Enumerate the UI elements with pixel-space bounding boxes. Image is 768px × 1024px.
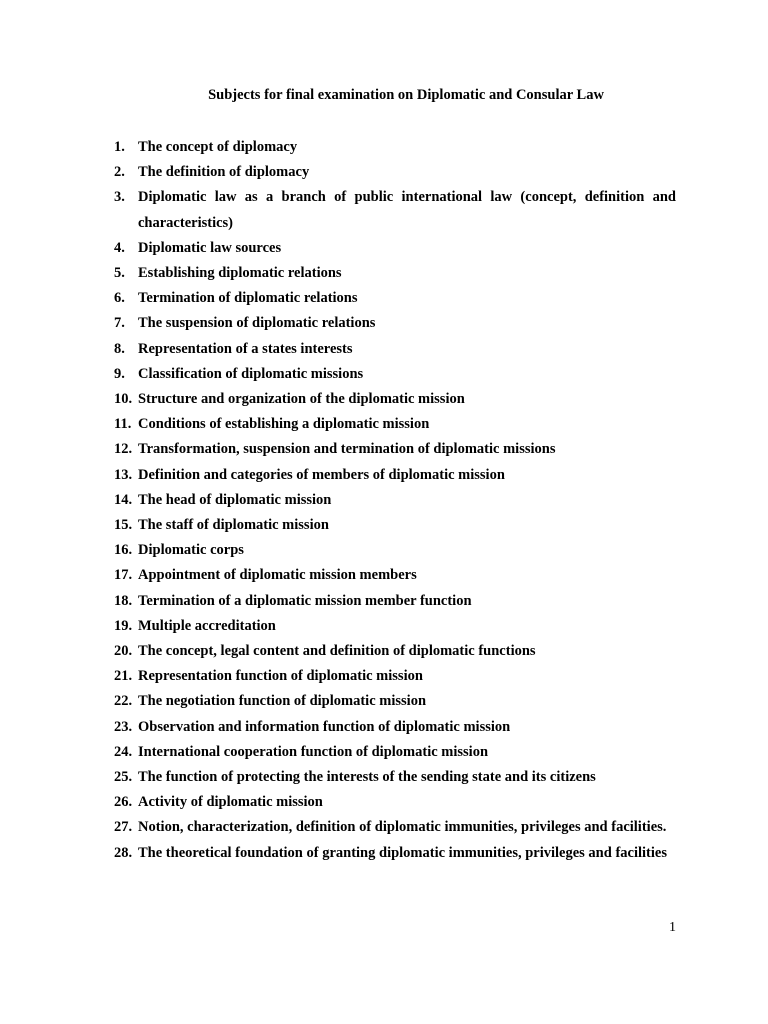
item-number: 19. [114,617,133,634]
item-number: 18. [114,592,133,609]
list-item [114,160,676,185]
item-text: The head of diplomatic mission [138,491,332,508]
list-item [114,563,676,588]
item-text: Transformation, suspension and termination of diplomatic missions [138,441,556,458]
item-text: Multiple accreditation [138,617,276,634]
item-text: Diplomatic law as a branch of public international law (concept, definition and characteristics) [138,189,676,231]
item-number: 10. [114,391,133,408]
item-number: 28. [114,844,133,861]
item-number: 4. [114,239,125,256]
list-item [114,538,676,563]
item-text: Representation function of diplomatic mission [138,668,423,685]
list-item [114,412,676,437]
item-text: The concept of diplomacy [138,139,298,155]
list-item [114,286,676,311]
list-item [114,815,676,840]
item-text: Appointment of diplomatic mission members [138,567,417,584]
item-number: 16. [114,542,133,559]
list-item [114,715,676,740]
item-number: 20. [114,643,133,660]
item-text: Diplomatic law sources [138,239,282,256]
list-item [114,311,676,336]
item-number: 11. [114,416,132,433]
item-text: The suspension of diplomatic relations [138,315,376,332]
item-number: 13. [114,466,133,483]
list-item [114,689,676,714]
item-number: 12. [114,441,133,458]
list-item [114,740,676,765]
item-text: The function of protecting the interests of the sending state and its citizens [138,769,596,786]
list-item [114,236,676,261]
item-number: 9. [114,365,125,382]
item-number: 24. [114,743,133,760]
item-number: 21. [114,668,133,685]
item-number: 14. [114,491,133,508]
list-item [114,362,676,387]
list-item [114,639,676,664]
item-number: 25. [114,769,133,786]
item-text: Establishing diplomatic relations [138,265,342,282]
document-title: Subjects for final examination on Diplomatic and Consular Law [208,87,604,103]
item-text: The staff of diplomatic mission [138,517,329,534]
list-item [114,841,676,866]
item-number: 23. [114,718,133,735]
item-text: International cooperation function of diplomatic mission [138,743,489,760]
item-number: 17. [114,567,133,584]
item-text: Diplomatic corps [138,542,244,559]
list-item [114,488,676,513]
item-number: 22. [114,693,133,710]
list-item [114,387,676,412]
item-text: Notion, characterization, definition of diplomatic immunities, privileges and facilities. [138,819,667,836]
item-text: Observation and information function of diplomatic mission [138,718,511,735]
item-text: Classification of diplomatic missions [138,365,364,382]
list-item [114,261,676,286]
item-number: 15. [114,517,133,534]
list-item [114,337,676,362]
list-item [114,513,676,538]
list-item [114,765,676,790]
item-number: 1. [114,139,125,155]
item-text: Activity of diplomatic mission [138,794,323,811]
list-item [114,135,676,160]
item-number: 27. [114,819,133,836]
item-text: The negotiation function of diplomatic mission [138,693,427,710]
item-text: Termination of a diplomatic mission member function [138,592,472,609]
list-item [114,664,676,689]
list-item [114,437,676,462]
list-item [114,589,676,614]
list-item [114,790,676,815]
page-number: 1 [669,920,676,935]
list-item [114,463,676,488]
item-text: Conditions of establishing a diplomatic mission [138,416,430,433]
item-text: Definition and categories of members of diplomatic mission [138,466,505,483]
subject-list [114,135,676,866]
item-text: Structure and organization of the diplomatic mission [138,391,465,408]
item-number: 8. [114,340,125,357]
item-text: The concept, legal content and definition of diplomatic functions [138,643,536,660]
list-item [114,185,676,235]
item-text: The definition of diplomacy [138,164,310,181]
item-number: 26. [114,794,133,811]
item-number: 5. [114,265,125,282]
item-number: 6. [114,290,125,307]
item-text: The theoretical foundation of granting diplomatic immunities, privileges and facilities [138,844,667,861]
item-number: 7. [114,315,125,332]
item-number: 2. [114,164,125,181]
list-item [114,614,676,639]
item-text: Termination of diplomatic relations [138,290,358,307]
item-number: 3. [114,189,125,206]
item-text: Representation of a states interests [138,340,353,357]
